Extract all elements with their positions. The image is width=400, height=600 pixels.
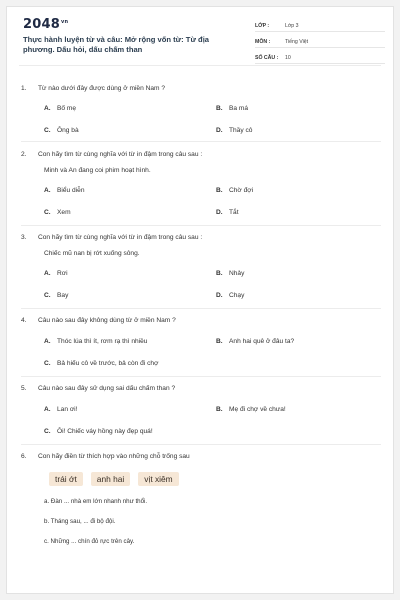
fill-blank-sentences [44, 498, 381, 547]
question-prompt [21, 452, 381, 461]
logo-text: 2048 [23, 17, 60, 32]
option-c[interactable] [44, 359, 388, 368]
option-text: Tắt [229, 209, 239, 216]
option-letter: B. [216, 338, 223, 345]
question-prompt [21, 384, 381, 393]
question-number: 5. [21, 385, 27, 392]
meta-key: SỐ CÂU : [255, 55, 279, 61]
option-letter: A. [44, 338, 51, 345]
question-divider [21, 444, 381, 445]
meta-value: 10 [285, 55, 291, 61]
question-2 [21, 150, 381, 217]
option-c[interactable] [44, 126, 216, 135]
option-text: Ba má [229, 105, 249, 112]
option-b[interactable] [216, 405, 388, 414]
blank-sentence-a: a. Đàn ... nhà em lớn nhanh như thổi. [44, 498, 148, 505]
option-letter: C. [44, 428, 51, 435]
option-text: Bả hiếu cô về trước, bả còn đi chợ [57, 360, 159, 367]
option-letter: B. [216, 187, 223, 194]
option-b[interactable] [216, 104, 388, 113]
question-5 [21, 384, 381, 436]
question-6 [21, 452, 381, 547]
question-list [7, 84, 393, 547]
question-number: 4. [21, 317, 27, 324]
option-text: Thóc lúa thì ít, rơm rạ thì nhiều [57, 338, 148, 345]
option-letter: C. [44, 209, 51, 216]
question-text: Câu nào sau đây không dùng từ ở miền Nam ? [38, 317, 176, 324]
option-letter: D. [216, 292, 223, 299]
question-number: 1. [21, 85, 27, 92]
answer-options [44, 337, 381, 368]
word-chip[interactable]: trái ớt [49, 472, 83, 486]
logo-suffix: vn [60, 18, 69, 25]
option-text: Chạy [229, 292, 245, 299]
option-a[interactable] [44, 405, 216, 414]
option-text: Rơi [57, 270, 68, 277]
option-text: Thầy cô [229, 127, 253, 134]
option-text: Ôi! Chiếc váy hồng này đẹp quá! [57, 428, 153, 435]
word-chip[interactable]: anh hai [91, 472, 130, 486]
answer-options [44, 186, 381, 217]
option-a[interactable] [44, 337, 216, 346]
meta-value: Tiếng Việt [285, 39, 309, 45]
header-divider [19, 65, 381, 66]
question-sentence: Minh và An đang coi phim hoạt hình. [44, 167, 151, 174]
question-number: 6. [21, 453, 27, 460]
option-text: Biểu diễn [57, 187, 85, 194]
question-divider [21, 376, 381, 377]
option-d[interactable] [216, 291, 388, 300]
option-letter: D. [216, 127, 223, 134]
option-text: Bố mẹ [57, 105, 77, 112]
option-a[interactable] [44, 186, 216, 195]
word-chip[interactable]: vịt xiêm [138, 472, 178, 486]
question-1 [21, 84, 381, 135]
option-text: Lan ơi! [57, 406, 78, 413]
word-bank [49, 472, 381, 486]
question-prompt [21, 233, 381, 242]
option-c[interactable] [44, 208, 216, 217]
worksheet-header [7, 7, 393, 65]
option-d[interactable] [216, 208, 388, 217]
blank-sentence-b: b. Tháng sau, ... đi bộ đội. [44, 518, 116, 525]
meta-key: LỚP : [255, 23, 270, 29]
meta-key: MÔN : [255, 39, 271, 45]
option-letter: C. [44, 360, 51, 367]
meta-info [255, 17, 385, 65]
meta-row-subject [255, 33, 385, 48]
option-b[interactable] [216, 186, 388, 195]
option-text: Ông bà [57, 127, 79, 134]
option-letter: A. [44, 270, 51, 277]
option-letter: C. [44, 127, 51, 134]
question-prompt [21, 84, 381, 93]
option-text: Nhảy [229, 270, 245, 277]
option-text: Bay [57, 292, 69, 299]
option-d[interactable] [216, 126, 388, 135]
option-letter: B. [216, 406, 223, 413]
question-prompt [21, 150, 381, 159]
option-letter: A. [44, 187, 51, 194]
question-divider [21, 141, 381, 142]
answer-options [44, 104, 381, 135]
question-text: Con hãy điền từ thích hợp vào những chỗ trống sau [38, 453, 190, 460]
question-number: 3. [21, 234, 27, 241]
meta-value: Lớp 3 [285, 23, 299, 29]
question-text: Con hãy tìm từ cùng nghĩa với từ in đậm trong câu sau : [38, 151, 203, 158]
option-letter: A. [44, 105, 51, 112]
question-prompt [21, 316, 381, 325]
option-b[interactable] [216, 269, 388, 278]
option-a[interactable] [44, 269, 216, 278]
option-letter: C. [44, 292, 51, 299]
meta-row-count [255, 49, 385, 64]
meta-row-class [255, 17, 385, 32]
question-text: Câu nào sau đây sử dụng sai dấu chấm than ? [38, 385, 176, 392]
question-number: 2. [21, 151, 27, 158]
option-letter: B. [216, 105, 223, 112]
option-letter: D. [216, 209, 223, 216]
option-letter: B. [216, 270, 223, 277]
option-text: Anh hai quê ở đâu ta? [229, 338, 295, 345]
option-text: Xem [57, 209, 71, 216]
worksheet [6, 6, 394, 594]
question-4 [21, 316, 381, 368]
question-divider [21, 225, 381, 226]
blank-sentence-c: c. Những ... chín đỏ rực trên cây. [44, 538, 135, 545]
question-3 [21, 233, 381, 300]
option-letter: A. [44, 406, 51, 413]
answer-options [44, 405, 381, 436]
option-a[interactable] [44, 104, 216, 113]
option-text: Chờ đợi [229, 187, 254, 194]
option-b[interactable] [216, 337, 388, 346]
answer-options [44, 269, 381, 300]
question-text: Từ nào dưới đây được dùng ở miền Nam ? [38, 85, 166, 92]
worksheet-title: Thực hành luyện từ và câu: Mở rộng vốn từ: Từ địa phương. Dấu hỏi, dấu chấm than [23, 35, 210, 54]
question-text: Con hãy tìm từ cùng nghĩa với từ in đậm trong câu sau : [38, 234, 203, 241]
option-c[interactable] [44, 291, 216, 300]
option-text: Mẹ đi chợ về chưa! [229, 406, 286, 413]
question-divider [21, 308, 381, 309]
option-c[interactable] [44, 427, 388, 436]
question-sentence: Chiếc mũ nan bị rớt xuống sông. [44, 250, 140, 257]
